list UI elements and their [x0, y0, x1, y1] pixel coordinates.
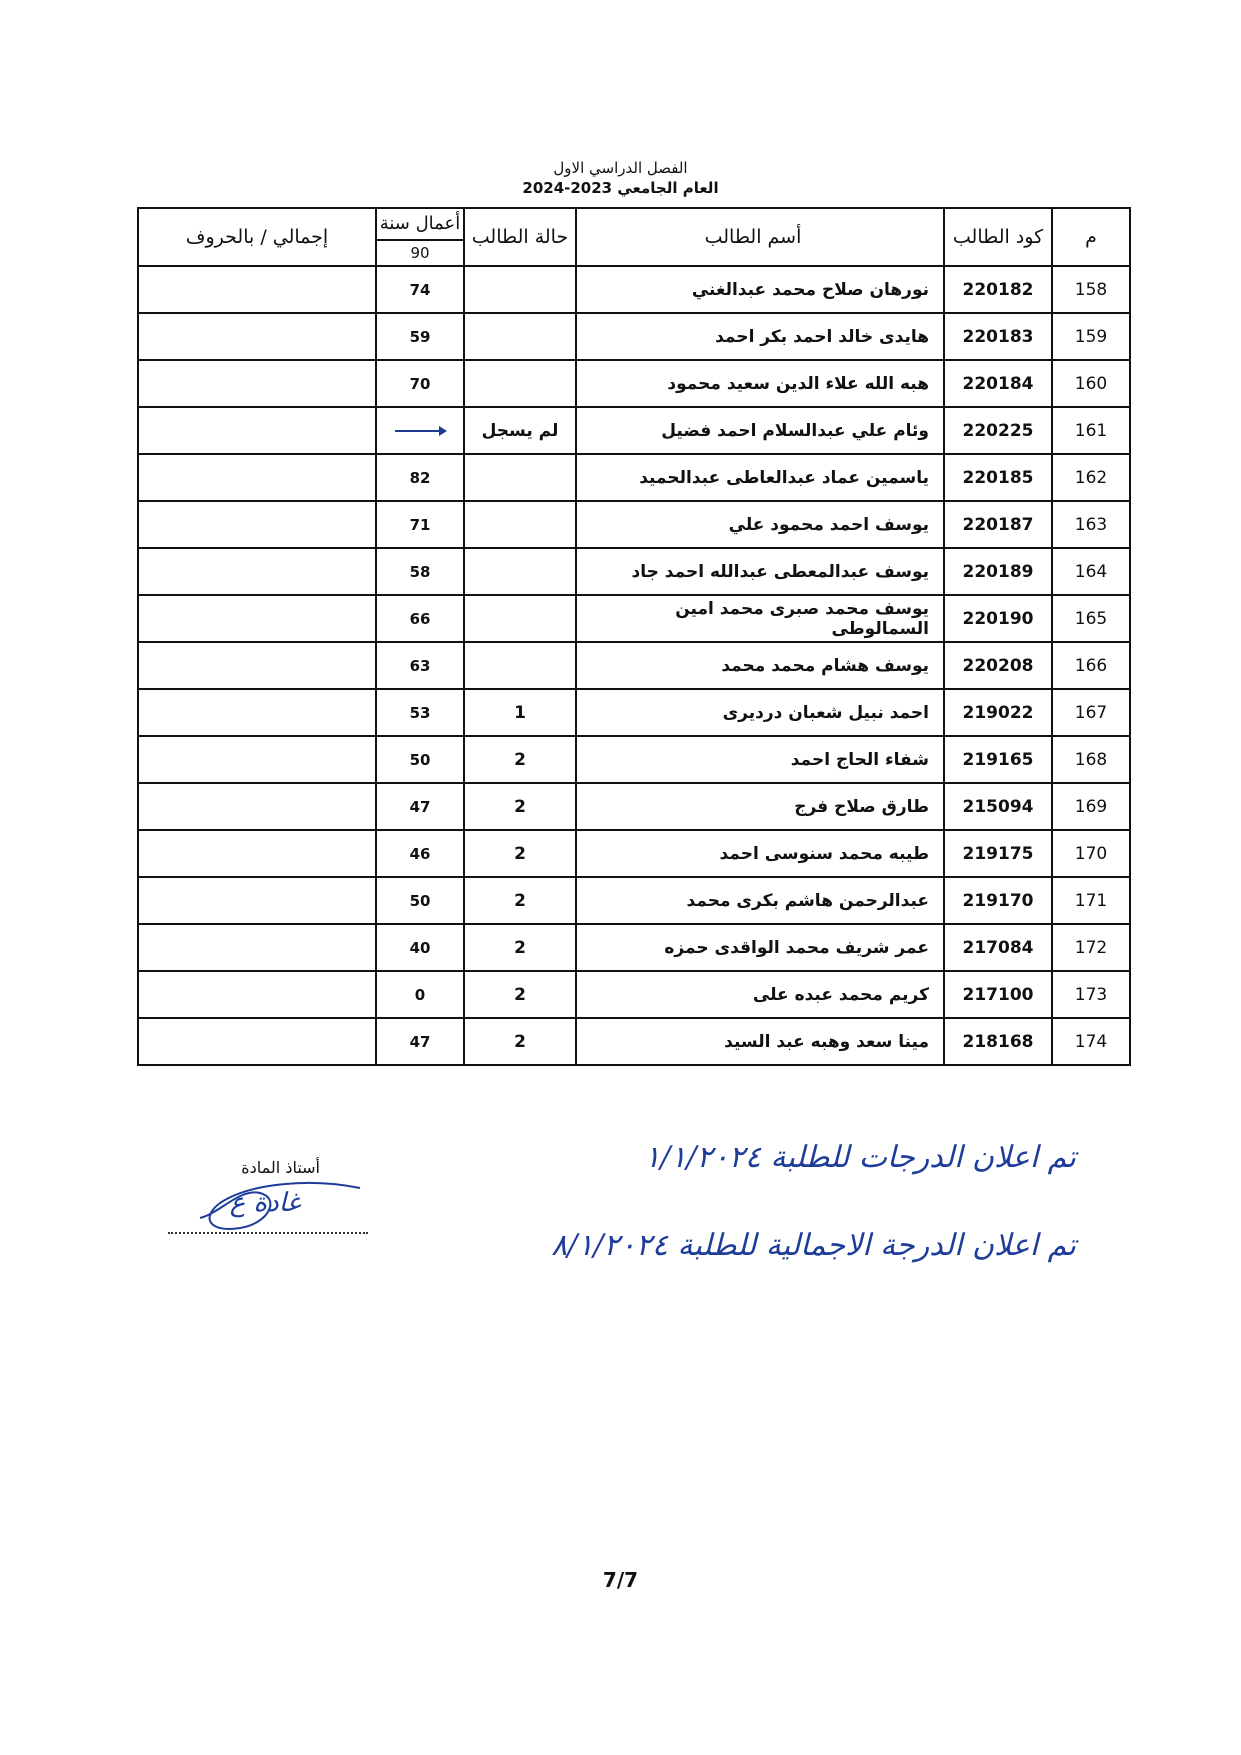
table-row	[138, 407, 1130, 454]
cell-code: 220225	[944, 407, 1052, 454]
teacher-signature: غادة ع	[229, 1188, 301, 1218]
cell-status: 2	[464, 924, 576, 971]
no-grade-arrow-icon	[395, 430, 445, 432]
cell-status: 2	[464, 736, 576, 783]
table-row	[138, 830, 1130, 877]
cell-total	[138, 924, 376, 971]
page-number: 7/7	[602, 1568, 639, 1592]
cell-status	[464, 313, 576, 360]
cell-work: 74	[376, 266, 464, 313]
cell-total	[138, 548, 376, 595]
cell-name: يوسف هشام محمد محمد	[576, 642, 944, 689]
cell-status: 2	[464, 783, 576, 830]
cell-code: 219170	[944, 877, 1052, 924]
cell-name: طيبه محمد سنوسى احمد	[576, 830, 944, 877]
cell-total	[138, 501, 376, 548]
table-body	[138, 266, 1130, 1065]
cell-work: 50	[376, 877, 464, 924]
cell-work: 58	[376, 548, 464, 595]
cell-status: 1	[464, 689, 576, 736]
announcement-note-2: تم اعلان الدرجة الاجمالية للطلبة ٨/١/٢٠٢٤	[551, 1228, 1076, 1263]
table-row	[138, 736, 1130, 783]
cell-status: 2	[464, 1018, 576, 1065]
cell-num: 169	[1052, 783, 1130, 830]
table-header-row	[138, 208, 1130, 266]
cell-status: 2	[464, 830, 576, 877]
cell-num: 165	[1052, 595, 1130, 642]
cell-status	[464, 266, 576, 313]
header-total: إجمالي / بالحروف	[138, 208, 376, 266]
cell-status: لم يسجل	[464, 407, 576, 454]
header-status: حالة الطالب	[464, 208, 576, 266]
cell-num: 166	[1052, 642, 1130, 689]
cell-code: 217100	[944, 971, 1052, 1018]
table-row	[138, 548, 1130, 595]
signature-line	[168, 1232, 368, 1234]
table-row	[138, 971, 1130, 1018]
cell-total	[138, 454, 376, 501]
cell-name: عبدالرحمن هاشم بكرى محمد	[576, 877, 944, 924]
cell-name: مينا سعد وهبه عبد السيد	[576, 1018, 944, 1065]
cell-work: 82	[376, 454, 464, 501]
cell-num: 170	[1052, 830, 1130, 877]
cell-work: 59	[376, 313, 464, 360]
cell-name: نورهان صلاح محمد عبدالغني	[576, 266, 944, 313]
cell-status	[464, 595, 576, 642]
cell-total	[138, 689, 376, 736]
cell-work: 0	[376, 971, 464, 1018]
header-work-max: 90	[410, 244, 430, 262]
cell-num: 167	[1052, 689, 1130, 736]
grades-table	[137, 207, 1131, 1066]
cell-name: يوسف احمد محمود علي	[576, 501, 944, 548]
cell-code: 220182	[944, 266, 1052, 313]
cell-num: 159	[1052, 313, 1130, 360]
cell-num: 161	[1052, 407, 1130, 454]
table-row	[138, 877, 1130, 924]
cell-name: احمد نبيل شعبان دردیری	[576, 689, 944, 736]
table-row	[138, 924, 1130, 971]
cell-total	[138, 1018, 376, 1065]
cell-status	[464, 501, 576, 548]
cell-code: 219175	[944, 830, 1052, 877]
cell-num: 172	[1052, 924, 1130, 971]
cell-work: 53	[376, 689, 464, 736]
cell-name: ياسمين عماد عبدالعاطى عبدالحميد	[576, 454, 944, 501]
cell-code: 219022	[944, 689, 1052, 736]
cell-status	[464, 454, 576, 501]
cell-code: 220187	[944, 501, 1052, 548]
cell-total	[138, 595, 376, 642]
cell-num: 164	[1052, 548, 1130, 595]
cell-total	[138, 783, 376, 830]
header-work-label: أعمال سنة	[377, 209, 463, 241]
cell-work: 70	[376, 360, 464, 407]
cell-name: هايدى خالد احمد بكر احمد	[576, 313, 944, 360]
cell-status	[464, 548, 576, 595]
header-name: أسم الطالب	[576, 208, 944, 266]
announcement-note-1: تم اعلان الدرجات للطلبة ١/١/٢٠٢٤	[644, 1140, 1076, 1175]
cell-name: هبه الله علاء الدين سعيد محمود	[576, 360, 944, 407]
table-row	[138, 642, 1130, 689]
table-row	[138, 266, 1130, 313]
cell-work: 47	[376, 783, 464, 830]
table-row	[138, 689, 1130, 736]
cell-status	[464, 360, 576, 407]
cell-num: 162	[1052, 454, 1130, 501]
cell-work	[376, 407, 464, 454]
cell-code: 219165	[944, 736, 1052, 783]
academic-year-label: العام الجامعي 2023-2024	[522, 179, 719, 197]
cell-name: عمر شريف محمد الواقدى حمزه	[576, 924, 944, 971]
cell-total	[138, 830, 376, 877]
cell-code: 217084	[944, 924, 1052, 971]
cell-name: يوسف عبدالمعطى عبدالله احمد جاد	[576, 548, 944, 595]
cell-total	[138, 360, 376, 407]
cell-name: يوسف محمد صبرى محمد امين السمالوطى	[576, 595, 944, 642]
cell-num: 171	[1052, 877, 1130, 924]
table-row	[138, 454, 1130, 501]
table-row	[138, 501, 1130, 548]
cell-code: 215094	[944, 783, 1052, 830]
cell-total	[138, 877, 376, 924]
cell-code: 220184	[944, 360, 1052, 407]
table-row	[138, 1018, 1130, 1065]
header-num: م	[1052, 208, 1130, 266]
cell-code: 220189	[944, 548, 1052, 595]
cell-num: 173	[1052, 971, 1130, 1018]
cell-code: 218168	[944, 1018, 1052, 1065]
cell-work: 66	[376, 595, 464, 642]
cell-name: كريم محمد عبده على	[576, 971, 944, 1018]
cell-name: طارق صلاح فرج	[576, 783, 944, 830]
cell-work: 71	[376, 501, 464, 548]
cell-total	[138, 736, 376, 783]
cell-status: 2	[464, 877, 576, 924]
cell-num: 160	[1052, 360, 1130, 407]
cell-num: 168	[1052, 736, 1130, 783]
cell-work: 50	[376, 736, 464, 783]
cell-status: 2	[464, 971, 576, 1018]
teacher-label: أستاذ المادة	[241, 1158, 320, 1177]
semester-label: الفصل الدراسي الاول	[553, 159, 688, 177]
cell-work: 40	[376, 924, 464, 971]
page-header	[0, 158, 1241, 198]
cell-total	[138, 407, 376, 454]
table-row	[138, 595, 1130, 642]
cell-name: شفاء الحاج احمد	[576, 736, 944, 783]
cell-total	[138, 313, 376, 360]
cell-status	[464, 642, 576, 689]
cell-total	[138, 971, 376, 1018]
cell-num: 158	[1052, 266, 1130, 313]
cell-name: وئام علي عبدالسلام احمد فضيل	[576, 407, 944, 454]
cell-num: 174	[1052, 1018, 1130, 1065]
table-row	[138, 313, 1130, 360]
cell-total	[138, 266, 376, 313]
table-row	[138, 360, 1130, 407]
cell-work: 46	[376, 830, 464, 877]
cell-total	[138, 642, 376, 689]
cell-code: 220183	[944, 313, 1052, 360]
table-row	[138, 783, 1130, 830]
cell-work: 47	[376, 1018, 464, 1065]
header-work	[376, 208, 464, 266]
cell-work: 63	[376, 642, 464, 689]
cell-num: 163	[1052, 501, 1130, 548]
cell-code: 220208	[944, 642, 1052, 689]
header-code: كود الطالب	[944, 208, 1052, 266]
cell-code: 220185	[944, 454, 1052, 501]
cell-code: 220190	[944, 595, 1052, 642]
